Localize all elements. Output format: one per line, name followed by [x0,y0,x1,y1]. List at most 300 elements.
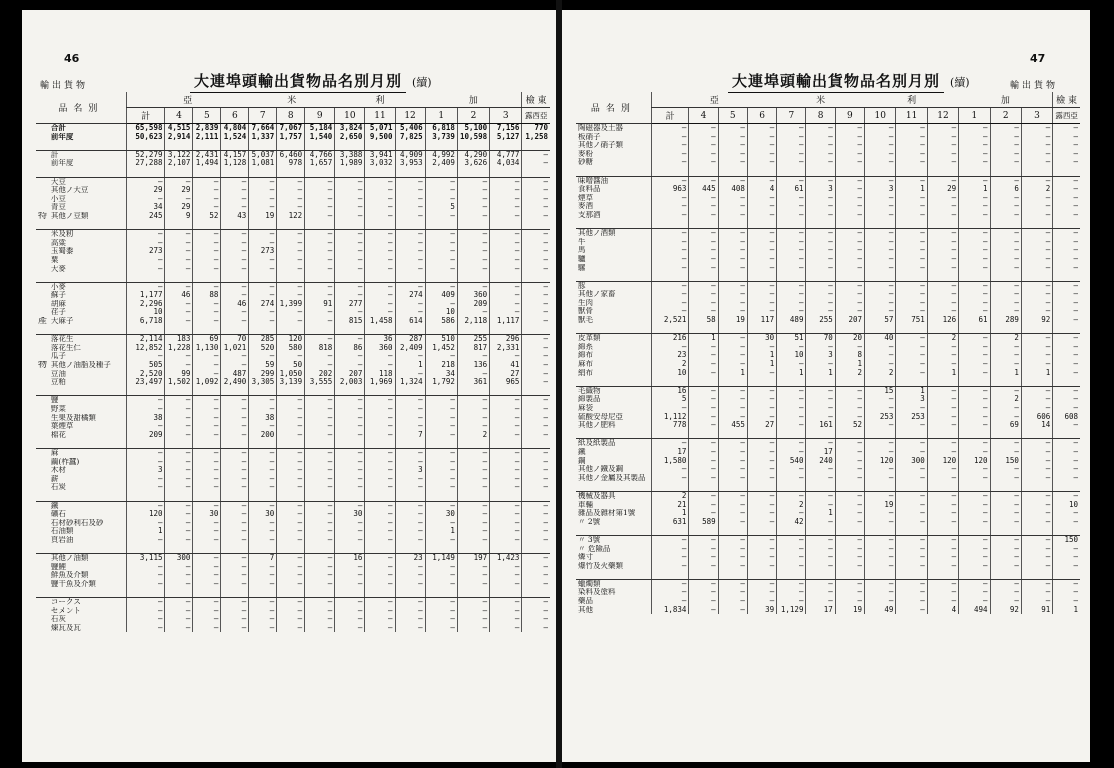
table-row [36,458,550,467]
row-label: 燐寸 [578,553,593,562]
value-cell: — [522,308,550,317]
value-cell [395,168,425,177]
table-row [576,316,1080,325]
value-cell: — [927,202,958,211]
value-cell: — [990,386,1021,395]
month-header: 1 [425,108,457,124]
value-cell [221,221,249,230]
value-cell: — [365,571,395,580]
value-cell: — [305,624,335,633]
value-cell: — [718,281,747,290]
value-cell: — [249,422,277,431]
category-cell [36,221,49,230]
table-row [36,150,550,159]
value-cell [865,526,896,535]
value-cell: — [490,431,522,440]
value-cell: — [522,405,550,414]
value-cell: 360 [365,344,395,353]
value-cell: — [193,466,221,475]
value-cell [395,141,425,150]
value-cell: — [249,483,277,492]
value-cell: — [959,307,990,316]
value-cell: — [806,413,835,422]
value-cell: — [165,458,193,467]
value-cell [522,492,550,501]
value-cell: — [747,457,776,466]
value-cell: — [718,176,747,185]
value-cell: — [896,588,927,597]
value-cell: — [718,518,747,527]
value-cell: — [277,483,305,492]
category-cell [36,344,49,353]
value-cell [927,220,958,229]
value-cell [651,377,689,386]
value-cell: 29 [165,186,193,195]
value-cell: — [651,246,689,255]
value-cell: 6,818 [425,124,457,133]
value-cell: — [718,597,747,606]
value-cell: — [365,212,395,221]
value-cell: — [305,335,335,344]
value-cell: — [490,580,522,589]
value-cell: — [1053,202,1080,211]
value-cell [835,272,864,281]
category-cell [36,439,49,448]
table-row [576,264,1080,273]
value-cell: — [365,414,395,423]
value-cell: — [335,448,365,457]
value-cell: — [193,422,221,431]
value-cell: — [806,150,835,159]
value-cell: 10 [126,308,165,317]
value-cell: — [718,579,747,588]
value-cell [806,430,835,439]
value-cell: 3,115 [126,554,165,563]
value-cell: — [1053,316,1080,325]
value-cell: — [305,239,335,248]
value-cell: — [522,291,550,300]
value-cell [457,168,489,177]
header-dest-2: 米 [249,92,335,108]
value-cell: — [747,386,776,395]
value-cell: — [990,343,1021,352]
value-cell [990,325,1021,334]
value-cell [457,545,489,554]
table-row [36,177,550,186]
value-cell: 300 [896,457,927,466]
value-cell: — [365,519,395,528]
value-cell: — [959,509,990,518]
table-row [36,378,550,387]
value-cell: — [126,615,165,624]
value-cell: — [896,255,927,264]
value-cell: 1,081 [249,159,277,168]
value-cell: — [490,405,522,414]
value-cell: — [835,185,864,194]
value-cell: — [126,177,165,186]
value-cell: 408 [718,185,747,194]
value-cell: — [865,562,896,571]
value-cell: — [249,475,277,484]
value-cell: 1 [835,360,864,369]
value-cell: — [747,369,776,378]
value-cell: — [777,535,806,544]
value-cell: — [395,448,425,457]
month-header: 10 [865,108,896,124]
value-cell [395,273,425,282]
value-cell: — [806,518,835,527]
value-cell: — [335,203,365,212]
value-cell: — [718,465,747,474]
value-cell: — [522,317,550,326]
value-cell: — [522,519,550,528]
value-cell [959,482,990,491]
value-cell: — [959,535,990,544]
category-cell [36,370,49,379]
value-cell: — [689,474,718,483]
value-cell: — [689,264,718,273]
value-cell: — [277,422,305,431]
value-cell: 52 [835,421,864,430]
row-label [576,570,651,579]
value-cell: — [126,607,165,616]
value-cell [959,325,990,334]
value-cell [896,377,927,386]
value-cell: — [193,414,221,423]
value-cell: — [835,386,864,395]
value-cell: 1,128 [221,159,249,168]
value-cell: 4,034 [490,159,522,168]
value-cell: — [425,230,457,239]
value-cell: — [365,554,395,563]
table-row [576,351,1080,360]
value-cell: — [865,133,896,142]
value-cell: — [193,458,221,467]
value-cell: — [221,598,249,607]
month-header: 4 [689,108,718,124]
value-cell: — [425,519,457,528]
value-cell: — [689,343,718,352]
row-label: 其他ノ肥料 [578,421,616,430]
value-cell: — [305,195,335,204]
row-label: 頁岩油 [50,535,74,544]
value-cell: — [395,247,425,256]
value-cell [990,272,1021,281]
row-label [49,387,126,396]
value-cell: — [927,150,958,159]
value-cell: 7 [395,431,425,440]
value-cell [221,588,249,597]
value-cell: — [249,458,277,467]
row-label: 石油類 [50,527,74,536]
row-label [576,167,651,176]
row-label: 大豆 [50,177,66,186]
value-cell [395,492,425,501]
table-row [36,607,550,616]
category-cell [36,300,49,309]
value-cell: — [806,474,835,483]
value-cell: — [865,158,896,167]
value-cell: — [365,282,395,291]
value-cell: — [718,351,747,360]
row-label [49,273,126,282]
value-cell: — [689,176,718,185]
value-cell: — [927,518,958,527]
table-row [36,247,550,256]
value-cell [927,430,958,439]
row-label: 鹽 [50,395,59,405]
value-cell: — [651,465,689,474]
value-cell: — [425,265,457,274]
value-cell: — [1053,299,1080,308]
value-cell: — [305,405,335,414]
value-cell: 2,490 [221,378,249,387]
value-cell: — [522,536,550,545]
value-cell: — [865,597,896,606]
value-cell: — [806,553,835,562]
value-cell: — [747,141,776,150]
value-cell [425,168,457,177]
value-cell: — [490,300,522,309]
value-cell: — [689,579,718,588]
value-cell: — [865,518,896,527]
value-cell: — [806,229,835,238]
value-cell: — [990,351,1021,360]
value-cell: — [165,265,193,274]
value-cell: — [1053,395,1080,404]
table-row [36,256,550,265]
row-label: 驢 [578,254,586,263]
value-cell [126,168,165,177]
category-cell: 產 [38,317,48,326]
value-cell: — [747,246,776,255]
month-header: 計 [126,108,165,124]
value-cell [651,430,689,439]
table-row [576,439,1080,448]
value-cell: 1,130 [193,344,221,353]
value-cell: — [193,554,221,563]
value-cell: — [165,510,193,519]
row-label: 煙草 [578,193,593,202]
value-cell [835,325,864,334]
month-header: 4 [165,108,193,124]
value-cell: — [865,465,896,474]
value-cell: — [490,598,522,607]
value-cell [959,167,990,176]
row-label: 染料及塗料 [578,588,616,597]
value-cell: 3 [865,185,896,194]
table-row [576,518,1080,527]
value-cell: — [959,238,990,247]
value-cell: — [835,509,864,518]
value-cell: 29 [126,186,165,195]
value-cell: — [1053,246,1080,255]
table-row [36,396,550,405]
table-row [36,414,550,423]
value-cell: — [490,186,522,195]
value-cell: — [277,317,305,326]
value-cell: — [896,158,927,167]
value-cell: — [126,256,165,265]
export-table [576,92,1080,614]
value-cell [927,167,958,176]
value-cell: — [777,176,806,185]
value-cell: 505 [126,361,165,370]
value-cell: — [865,150,896,159]
value-cell: — [689,211,718,220]
value-cell: — [395,527,425,536]
value-cell: — [395,186,425,195]
value-cell: — [689,465,718,474]
value-cell [1053,570,1080,579]
value-cell: — [365,580,395,589]
table-row [36,501,550,510]
value-cell: — [990,307,1021,316]
value-cell: — [522,563,550,572]
value-cell: — [126,396,165,405]
value-cell: — [335,265,365,274]
value-cell: — [689,457,718,466]
value-cell: — [896,150,927,159]
row-label: 硫酸安母尼亞 [578,412,623,421]
value-cell: — [777,545,806,554]
value-cell: — [457,256,489,265]
value-cell: — [1053,176,1080,185]
value-cell: — [305,615,335,624]
value-cell: — [1053,185,1080,194]
value-cell: — [689,158,718,167]
header-dest-1: 亞 [126,92,249,108]
value-cell [165,439,193,448]
value-cell: — [777,246,806,255]
value-cell: 14 [1021,421,1052,430]
value-cell: — [747,448,776,457]
value-cell: — [896,124,927,133]
value-cell [522,588,550,597]
row-label: 高粱 [50,238,66,247]
value-cell: — [835,176,864,185]
value-cell: — [221,405,249,414]
table-row [576,246,1080,255]
value-cell: — [165,536,193,545]
row-label: 鮮魚及介類 [50,571,89,580]
value-cell: — [718,238,747,247]
value-cell: — [522,150,550,159]
table-row [36,431,550,440]
value-cell: 1,423 [490,554,522,563]
value-cell [165,387,193,396]
month-header: 11 [365,108,395,124]
value-cell: — [365,563,395,572]
value-cell: 2,107 [165,159,193,168]
value-cell [305,588,335,597]
table-row [576,290,1080,299]
value-cell: — [221,308,249,317]
value-cell [335,221,365,230]
table-row [576,457,1080,466]
value-cell: — [959,404,990,413]
value-cell: — [395,230,425,239]
table-row [576,150,1080,159]
value-cell: — [395,405,425,414]
value-cell [651,325,689,334]
value-cell [718,167,747,176]
row-label: 麻袋 [578,404,593,412]
value-cell [193,221,221,230]
value-cell: — [747,264,776,273]
left-page [22,10,556,762]
table-row [36,405,550,414]
value-cell: — [425,501,457,510]
row-label: 砂糖 [578,158,593,167]
table-row [576,386,1080,395]
value-cell: 2 [990,395,1021,404]
value-cell [522,273,550,282]
value-cell: — [221,571,249,580]
value-cell: 6 [990,185,1021,194]
value-cell: — [1053,141,1080,150]
value-cell: 39 [747,606,776,615]
value-cell: — [959,448,990,457]
value-cell: — [835,343,864,352]
value-cell: — [490,624,522,633]
value-cell: — [365,195,395,204]
value-cell: — [165,422,193,431]
value-cell: 6,718 [126,317,165,326]
value-cell: — [835,579,864,588]
value-cell: — [689,491,718,500]
value-cell: — [990,246,1021,255]
value-cell: — [865,535,896,544]
value-cell: — [835,553,864,562]
value-cell: — [522,396,550,405]
value-cell: — [365,448,395,457]
category-cell [36,335,49,344]
value-cell [277,141,305,150]
table-row [36,317,550,326]
value-cell: — [165,475,193,484]
value-cell: 3,555 [305,378,335,387]
table-row [36,159,550,168]
value-cell: — [806,141,835,150]
value-cell: — [1053,545,1080,554]
value-cell: 2,520 [126,370,165,379]
value-cell: — [806,211,835,220]
value-cell: — [522,195,550,204]
value-cell: — [689,238,718,247]
row-label: 玉蜀黍 [50,247,74,256]
value-cell: — [522,527,550,536]
value-cell: — [777,343,806,352]
table-row [576,360,1080,369]
value-cell: — [747,579,776,588]
continued-label: (續) [950,76,970,89]
value-cell: — [990,229,1021,238]
value-cell: — [126,475,165,484]
value-cell: 36 [365,335,395,344]
value-cell: — [249,571,277,580]
category-cell [36,571,49,580]
value-cell: 10 [1053,501,1080,510]
value-cell: — [777,141,806,150]
value-cell [395,326,425,335]
value-cell: 12,852 [126,344,165,353]
value-cell: — [365,458,395,467]
category-cell [36,580,49,589]
table-row [576,545,1080,554]
value-cell: — [221,282,249,291]
value-cell [522,221,550,230]
